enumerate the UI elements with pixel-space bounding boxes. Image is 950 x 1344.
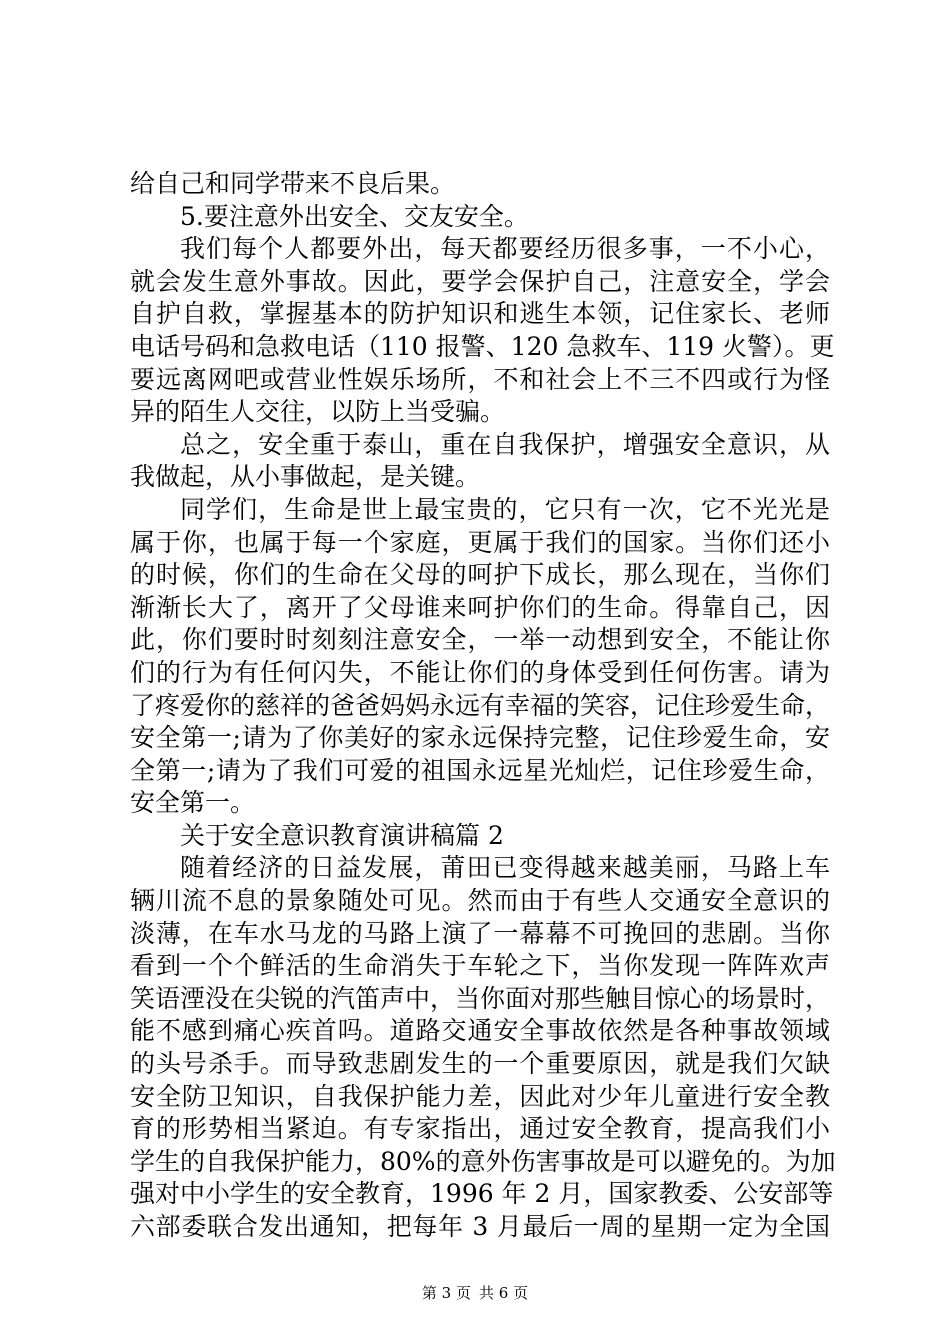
text-line: 淡薄，在车水马龙的马路上演了一幕幕不可挽回的悲剧。当你 — [130, 918, 830, 948]
text-line: 属于你，也属于每一个家庭，更属于我们的国家。当你们还小 — [130, 527, 830, 557]
text-line: 的时候，你们的生命在父母的呵护下成长，那么现在，当你们 — [130, 560, 830, 590]
text-line: 辆川流不息的景象随处可见。然而由于有些人交通安全意识的 — [130, 886, 830, 916]
section-heading: 关于安全意识教育演讲稿篇 2 — [180, 820, 504, 850]
text-line: 我们每个人都要外出，每天都要经历很多事，一不小心， — [180, 234, 830, 264]
text-line: 们的行为有任何闪失，不能让你们的身体受到任何伤害。请为 — [130, 657, 830, 687]
text-line: 就会发生意外事故。因此，要学会保护自己，注意安全，学会 — [130, 266, 830, 296]
text-line: 安全第一。 — [130, 788, 256, 818]
text-line: 笑语湮没在尖锐的汽笛声中，当你面对那些触目惊心的场景时， — [130, 983, 831, 1013]
text-line: 随着经济的日益发展，莆田已变得越来越美丽，马路上车 — [180, 853, 830, 883]
text-line: 给自己和同学带来不良后果。 — [130, 169, 456, 198]
text-line: 安全第一;请为了你美好的家永远保持完整，记住珍爱生命，安 — [130, 723, 830, 753]
text-line: 看到一个个鲜活的生命消失于车轮之下，当你发现一阵阵欢声 — [130, 951, 830, 981]
text-line: 要远离网吧或营业性娱乐场所，不和社会上不三不四或行为怪 — [130, 364, 830, 394]
text-line: 强对中小学生的安全教育，1996 年 2 月，国家教委、公安部等 — [130, 1179, 834, 1209]
page-total: 共 6 页 — [479, 1284, 529, 1302]
text-line: 学生的自我保护能力，80%的意外伤害事故是可以避免的。为加 — [130, 1146, 836, 1176]
text-line: 总之，安全重于泰山，重在自我保护，增强安全意识，从 — [180, 429, 830, 459]
page-footer — [0, 1282, 950, 1303]
text-line: 全第一;请为了我们可爱的祖国永远星光灿烂，记住珍爱生命， — [130, 755, 830, 785]
text-line: 六部委联合发出通知，把每年 3 月最后一周的星期一定为全国 — [130, 1212, 830, 1241]
page-number: 第 3 页 — [421, 1284, 471, 1302]
document-body — [130, 168, 836, 1244]
text-line: 电话号码和急救电话（110 报警、120 急救车、119 火警）。更 — [130, 331, 835, 361]
text-line: 自护自救，掌握基本的防护知识和逃生本领，记住家长、老师 — [130, 299, 830, 329]
text-line: 育的形势相当紧迫。有专家指出，通过安全教育，提高我们小 — [130, 1114, 830, 1144]
text-line: 能不感到痛心疾首吗。道路交通安全事故依然是各种事故领域 — [130, 1016, 830, 1046]
text-line: 此，你们要时时刻刻注意安全，一举一动想到安全，不能让你 — [130, 625, 830, 655]
text-line: 渐渐长大了，离开了父母谁来呵护你们的生命。得靠自己，因 — [130, 592, 830, 622]
text-line: 的头号杀手。而导致悲剧发生的一个重要原因，就是我们欠缺 — [130, 1049, 830, 1079]
text-line: 同学们，生命是世上最宝贵的，它只有一次，它不光光是 — [180, 494, 830, 524]
text-line: 我做起，从小事做起，是关键。 — [130, 462, 481, 492]
text-line: 了疼爱你的慈祥的爸爸妈妈永远有幸福的笑容，记住珍爱生命， — [130, 690, 831, 720]
section-heading: 5.要注意外出安全、交友安全。 — [180, 201, 529, 231]
text-line: 异的陌生人交往，以防上当受骗。 — [130, 397, 506, 427]
text-line: 安全防卫知识，自我保护能力差，因此对少年儿童进行安全教 — [130, 1081, 830, 1111]
